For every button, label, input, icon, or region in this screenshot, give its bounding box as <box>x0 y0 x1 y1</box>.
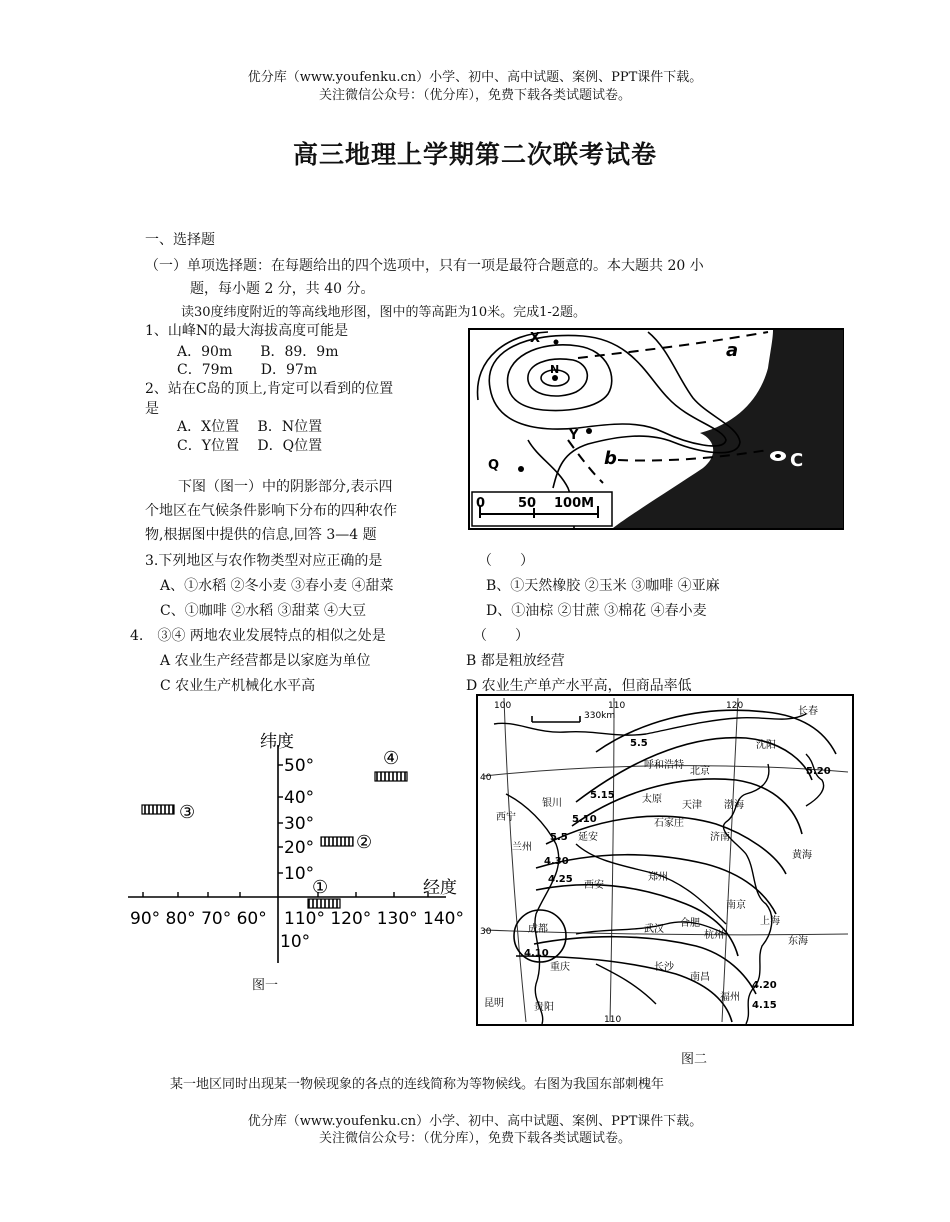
city-shijiazhuang: 石家庄 <box>654 818 684 829</box>
city-xining: 西宁 <box>496 812 516 823</box>
label-q: Q <box>488 458 500 473</box>
city-tianjin: 天津 <box>682 800 702 811</box>
question-4-option-d: D 农业生产单产水平高，但商品率低 <box>466 678 692 694</box>
label-b: b <box>604 448 617 469</box>
label-a: a <box>726 340 739 361</box>
intro-contour: 读30度纬度附近的等高线地形图，图中的等高距为10米。完成1-2题。 <box>181 305 587 320</box>
instruction-line-1: （一）单项选择题：在每题给出的四个选项中，只有一项是最符合题意的。本大题共 20 小 <box>145 258 704 274</box>
iso-5-20: 5.20 <box>806 766 831 777</box>
fig2-scale: 330km <box>584 711 616 721</box>
city-yanan: 延安 <box>578 832 598 843</box>
mark-1: ① <box>312 877 329 898</box>
figure-1-caption: 图一 <box>252 978 279 993</box>
scale-50: 50 <box>518 496 537 511</box>
iso-4-20: 4.20 <box>752 980 777 991</box>
city-hangzhou: 杭州 <box>704 930 724 941</box>
intro-fig1-line-2: 个地区在气候条件影响下分布的四种农作 <box>145 503 397 519</box>
crop-area-4 <box>375 772 407 781</box>
question-3-option-c: C、①咖啡 ②水稻 ③甜菜 ④大豆 <box>160 603 367 619</box>
lon-ticks-east: 110° 120° 130° 140° <box>284 909 465 929</box>
question-2-stem: 2、站在C岛的顶上,肯定可以看到的位置 <box>145 381 394 397</box>
city-shenyang: 沈阳 <box>756 740 776 751</box>
contour-map <box>468 328 844 530</box>
question-1-options-cd: C．79m D．97m <box>177 362 318 378</box>
label-x: X <box>530 331 541 346</box>
city-beijing: 北京 <box>690 766 710 777</box>
fig2-grid-110-bottom: 110 <box>604 1015 622 1025</box>
question-3-paren: （ ） <box>478 553 534 569</box>
iso-5-15: 5.15 <box>590 790 615 801</box>
header-line-1: 优分库（www.youfenku.cn）小学、初中、高中试题、案例、PPT课件下载。 <box>247 70 703 85</box>
iso-4-10: 4.10 <box>524 948 549 959</box>
city-xian: 西安 <box>584 880 604 891</box>
city-nanjing: 南京 <box>726 900 746 911</box>
question-3-option-a: A、①水稻 ②冬小麦 ③春小麦 ④甜菜 <box>160 578 394 594</box>
question-4-stem: 4. ③④ 两地农业发展特点的相似之处是 <box>130 628 386 644</box>
city-zhengzhou: 郑州 <box>648 872 668 883</box>
city-hohhot: 呼和浩特 <box>644 760 684 771</box>
city-taiyuan: 太原 <box>642 794 662 805</box>
city-fuzhou: 福州 <box>720 992 740 1003</box>
iso-5-5-north: 5.5 <box>630 738 648 749</box>
question-2-options-cd: C．Y位置 D．Q位置 <box>177 438 323 454</box>
footer-line-1: 优分库（www.youfenku.cn）小学、初中、高中试题、案例、PPT课件下载。 <box>247 1114 703 1129</box>
city-lanzhou: 兰州 <box>512 842 532 853</box>
iso-5-5: 5.5 <box>550 832 568 843</box>
question-1-stem: 1、山峰N的最大海拔高度可能是 <box>145 323 349 339</box>
iso-4-30: 4.30 <box>544 856 569 867</box>
label-c: C <box>790 450 804 471</box>
fig2-grid-110: 110 <box>608 701 626 711</box>
fig2-grid-30: 30 <box>480 927 492 937</box>
fig2-grid-40: 40 <box>480 773 492 783</box>
city-huanghai: 黄海 <box>792 850 812 861</box>
mark-4: ④ <box>383 748 400 769</box>
question-3-option-d: D、①油棕 ②甘蔗 ③棉花 ④春小麦 <box>486 603 707 619</box>
question-4-option-b: B 都是粗放经营 <box>466 653 565 669</box>
city-bohai: 渤海 <box>724 800 744 811</box>
question-2-options-ab: A．X位置 B．N位置 <box>177 419 323 435</box>
scale-100: 100M <box>554 496 595 511</box>
scale-0: 0 <box>476 496 486 511</box>
question-1-options-ab: A．90m B．89．9m <box>177 344 339 360</box>
city-changchun: 长春 <box>798 706 818 717</box>
lat-tick-50: 50° <box>284 756 315 776</box>
city-changsha: 长沙 <box>654 962 674 973</box>
crop-area-3 <box>142 805 174 814</box>
fig2-grid-120: 120 <box>726 701 744 711</box>
city-chongqing: 重庆 <box>550 962 570 973</box>
crop-area-2 <box>321 837 353 846</box>
mark-2: ② <box>356 832 373 853</box>
lat-axis-label: 纬度 <box>260 732 294 752</box>
instruction-line-2: 题，每小题 2 分，共 40 分。 <box>190 281 375 297</box>
iso-4-25: 4.25 <box>548 874 573 885</box>
intro-fig1-line-3: 物,根据图中提供的信息,回答 3—4 题 <box>145 527 377 543</box>
figure-2-caption: 图二 <box>681 1052 708 1067</box>
city-guiyang: 贵阳 <box>534 1002 554 1013</box>
iso-5-10: 5.10 <box>572 814 597 825</box>
city-chengdu: 成都 <box>528 924 548 935</box>
question-3-stem: 3.下列地区与农作物类型对应正确的是 <box>145 553 383 569</box>
city-shanghai: 上海 <box>760 916 780 927</box>
city-hefei: 合肥 <box>680 918 700 929</box>
figure-1 <box>128 725 465 970</box>
question-4-option-c: C 农业生产机械化水平高 <box>160 678 316 694</box>
city-nanchang: 南昌 <box>690 972 710 983</box>
mark-3: ③ <box>179 802 196 823</box>
lat-tick-40: 40° <box>284 788 315 808</box>
label-y: Y <box>569 428 579 443</box>
city-yinchuan: 银川 <box>542 798 562 809</box>
lon-ticks-west: 90° 80° 70° 60° <box>130 909 267 929</box>
lat-tick-10s: 10° <box>280 932 311 952</box>
page-title: 高三地理上学期第二次联考试卷 <box>292 140 657 169</box>
city-wuhan: 武汉 <box>644 924 664 935</box>
city-jinan: 济南 <box>710 832 730 843</box>
lat-tick-30: 30° <box>284 814 315 834</box>
iso-4-15: 4.15 <box>752 1000 777 1011</box>
city-donghai: 东海 <box>788 936 808 947</box>
question-3-option-b: B、①天然橡胶 ②玉米 ③咖啡 ④亚麻 <box>486 578 720 594</box>
crop-area-1 <box>308 899 340 908</box>
fig2-grid-100: 100 <box>494 701 512 711</box>
section-heading: 一、选择题 <box>145 232 215 248</box>
bottom-paragraph: 某一地区同时出现某一物候现象的各点的连线简称为等物候线。右图为我国东部刺槐年 <box>170 1077 665 1092</box>
intro-fig1-line-1: 下图（图一）中的阴影部分,表示四 <box>178 479 393 495</box>
lon-axis-label: 经度 <box>423 878 457 898</box>
question-4-option-a: A 农业生产经营都是以家庭为单位 <box>160 653 371 669</box>
lat-tick-10: 10° <box>284 864 315 884</box>
question-2-stem-cont: 是 <box>145 401 159 417</box>
question-4-paren: （ ） <box>473 628 529 644</box>
city-kunming: 昆明 <box>484 998 504 1009</box>
lat-tick-20: 20° <box>284 838 315 858</box>
header-line-2: 关注微信公众号：（优分库），免费下载各类试题试卷。 <box>318 88 631 103</box>
footer-line-2: 关注微信公众号：（优分库），免费下载各类试题试卷。 <box>318 1131 631 1146</box>
label-n: N <box>550 363 560 376</box>
figure-2-map <box>476 694 854 1026</box>
